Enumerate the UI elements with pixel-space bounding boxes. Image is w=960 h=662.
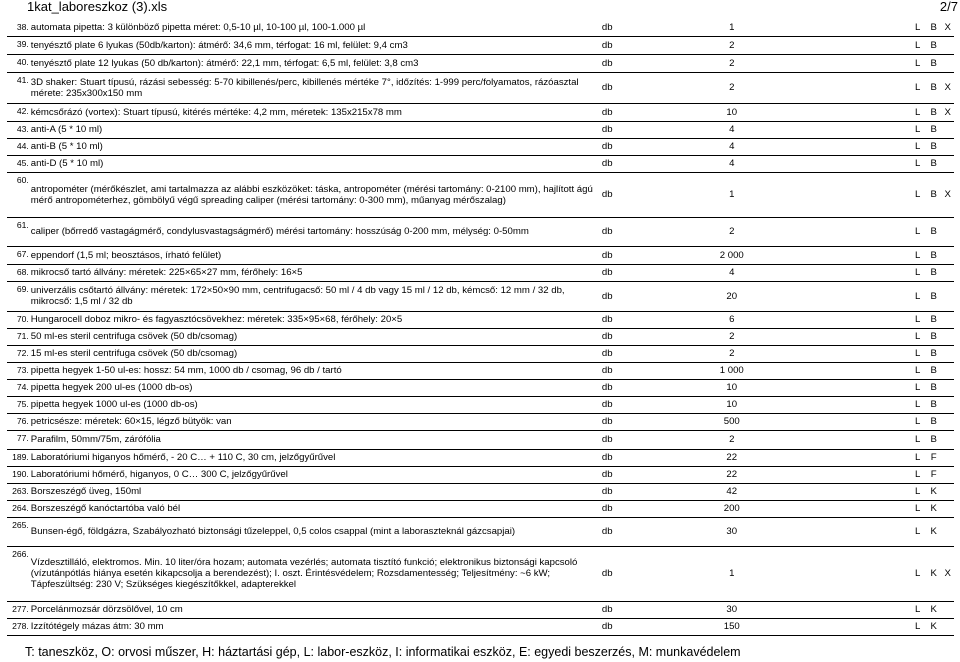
location-code: B [926,281,942,311]
item-unit: db [599,546,677,601]
table-row [7,217,954,246]
table-row [7,72,954,103]
category-code: L [909,345,926,362]
item-unit: db [599,36,677,54]
table-row [7,311,954,328]
flag-code [941,264,954,281]
spacer-cell [787,121,910,138]
category-code: L [909,466,926,483]
item-description: pipetta hegyek 200 ul-es (1000 db-os) [29,379,599,396]
item-number: 72. [7,345,29,362]
item-quantity: 2 [677,345,787,362]
location-code: B [926,345,942,362]
location-code: B [926,36,942,54]
item-description: univerzális csőtartó állvány: méretek: 172×50×90 mm, centrifugacső: 50 ml / 4 db vagy 15 ml / 12 db, kémcső: 12 mm / 32 db, mikrocső: 1,5 ml / 32 db [29,281,599,311]
location-code: K [926,500,942,517]
flag-code [941,345,954,362]
item-quantity: 200 [677,500,787,517]
item-description: Izzítótégely mázas átm: 30 mm [29,618,599,635]
category-code: L [909,155,926,172]
item-description: Laboratóriumi hőmérő, higanyos, 0 C… 300 C, jelzőgyűrűvel [29,466,599,483]
item-number: 42. [7,103,29,121]
table-row [7,155,954,172]
table-row [7,103,954,121]
item-unit: db [599,345,677,362]
item-quantity: 2 000 [677,246,787,264]
item-description: antropométer (mérőkészlet, ami tartalmazza az alábbi eszközöket: táska, antropométer (mérési tartomány: 0-2100 mm), hajlított ágú mérő antropométerhez, gömbölyű végű spreading caliper (mérési tartomány: 0-300 mm), műanyag mérőszalag) [29,172,599,217]
table-row [7,121,954,138]
item-number: 71. [7,328,29,345]
flag-code [941,362,954,379]
item-quantity: 4 [677,264,787,281]
item-description: mikrocső tartó állvány: méretek: 225×65×27 mm, férőhely: 16×5 [29,264,599,281]
item-number: 39. [7,36,29,54]
item-quantity: 4 [677,155,787,172]
location-code: F [926,449,942,466]
item-unit: db [599,328,677,345]
table-row [7,483,954,500]
item-quantity: 2 [677,72,787,103]
spacer-cell [787,430,910,449]
item-unit: db [599,379,677,396]
category-code: L [909,500,926,517]
item-description: tenyésztő plate 6 lyukas (50db/karton): átmérő: 34,6 mm, térfogat: 16 ml, felület: 9,4 cm3 [29,36,599,54]
spacer-cell [787,413,910,430]
spacer-cell [787,328,910,345]
item-unit: db [599,54,677,72]
item-unit: db [599,103,677,121]
category-code: L [909,264,926,281]
location-code: B [926,217,942,246]
spacer-cell [787,20,910,36]
spacer-cell [787,264,910,281]
category-code: L [909,379,926,396]
item-number: 263. [7,483,29,500]
item-unit: db [599,72,677,103]
flag-code [941,379,954,396]
flag-code [941,138,954,155]
item-description: Hungarocell doboz mikro- és fagyasztócsövekhez: méretek: 335×95×68, férőhely: 20×5 [29,311,599,328]
spacer-cell [787,601,910,618]
table-row [7,601,954,618]
item-description: Borszeszégő kanóctartóba való bél [29,500,599,517]
flag-code [941,246,954,264]
item-description: tenyésztő plate 12 lyukas (50 db/karton): átmérő: 22,1 mm, térfogat: 6,5 ml, felület: 3,8 cm3 [29,54,599,72]
item-number: 74. [7,379,29,396]
spacer-cell [787,311,910,328]
table-row [7,20,954,36]
table-row [7,264,954,281]
category-code: L [909,246,926,264]
item-number: 68. [7,264,29,281]
item-description: Borszeszégő üveg, 150ml [29,483,599,500]
location-code: K [926,601,942,618]
table-row [7,517,954,546]
category-code: L [909,138,926,155]
flag-code: X [941,172,954,217]
item-quantity: 1 [677,20,787,36]
category-code: L [909,103,926,121]
table-row [7,618,954,635]
item-number: 67. [7,246,29,264]
spacer-cell [787,172,910,217]
item-description: Bunsen-égő, földgázra, Szabályozható biztonsági tűzeleppel, 0,5 colos csappal (mint a laboraszteknál gázcsapjai) [29,517,599,546]
item-description: pipetta hegyek 1-50 ul-es: hossz: 54 mm, 1000 db / csomag, 96 db / tartó [29,362,599,379]
item-number: 60. [7,172,29,217]
category-code: L [909,483,926,500]
location-code: B [926,72,942,103]
item-description: eppendorf (1,5 ml; beosztásos, írható felület) [29,246,599,264]
item-unit: db [599,396,677,413]
table-row [7,413,954,430]
category-code: L [909,362,926,379]
item-quantity: 10 [677,103,787,121]
item-quantity: 4 [677,121,787,138]
flag-code [941,328,954,345]
item-quantity: 10 [677,379,787,396]
table-row [7,172,954,217]
item-unit: db [599,264,677,281]
spacer-cell [787,155,910,172]
spacer-cell [787,618,910,635]
item-number: 265. [7,517,29,546]
category-code: L [909,601,926,618]
location-code: B [926,362,942,379]
item-quantity: 4 [677,138,787,155]
item-number: 69. [7,281,29,311]
item-number: 44. [7,138,29,155]
item-number: 45. [7,155,29,172]
location-code: K [926,483,942,500]
item-number: 73. [7,362,29,379]
spacer-cell [787,362,910,379]
category-code: L [909,430,926,449]
table-row [7,36,954,54]
item-description: Parafilm, 50mm/75m, zárófólia [29,430,599,449]
flag-code [941,311,954,328]
item-unit: db [599,430,677,449]
table-row [7,449,954,466]
item-quantity: 42 [677,483,787,500]
item-description: anti-D (5 * 10 ml) [29,155,599,172]
item-quantity: 1 [677,172,787,217]
spacer-cell [787,345,910,362]
flag-code [941,121,954,138]
flag-code: X [941,546,954,601]
location-code: B [926,413,942,430]
category-code: L [909,311,926,328]
flag-code [941,483,954,500]
location-code: B [926,311,942,328]
spacer-cell [787,517,910,546]
item-quantity: 2 [677,430,787,449]
item-unit: db [599,155,677,172]
flag-code: X [941,103,954,121]
item-number: 38. [7,20,29,36]
location-code: B [926,155,942,172]
spacer-cell [787,379,910,396]
item-description: anti-B (5 * 10 ml) [29,138,599,155]
item-unit: db [599,138,677,155]
spacer-cell [787,449,910,466]
item-number: 77. [7,430,29,449]
category-code: L [909,54,926,72]
category-code: L [909,172,926,217]
item-unit: db [599,246,677,264]
category-code: L [909,328,926,345]
table-row [7,362,954,379]
item-unit: db [599,217,677,246]
item-description: Porcelánmozsár dörzsölővel, 10 cm [29,601,599,618]
item-description: 50 ml-es steril centrifuga csövek (50 db/csomag) [29,328,599,345]
item-description: caliper (bőrredő vastagágmérő, condylusvastagságmérő) mérési tartomány: hosszúság 0-200 mm, mélység: 0-50mm [29,217,599,246]
item-unit: db [599,413,677,430]
location-code: B [926,138,942,155]
location-code: B [926,430,942,449]
location-code: B [926,20,942,36]
item-unit: db [599,20,677,36]
spacer-cell [787,466,910,483]
document-title: 1kat_laboreszkoz (3).xls [27,0,168,14]
spacer-cell [787,217,910,246]
item-quantity: 2 [677,328,787,345]
item-quantity: 1 000 [677,362,787,379]
spacer-cell [787,500,910,517]
category-code: L [909,20,926,36]
location-code: K [926,546,942,601]
item-unit: db [599,172,677,217]
item-quantity: 30 [677,601,787,618]
item-quantity: 22 [677,466,787,483]
table-row [7,466,954,483]
flag-code [941,54,954,72]
item-number: 277. [7,601,29,618]
location-code: B [926,121,942,138]
item-description: Vízdesztilláló, elektromos. Min. 10 liter/óra hozam; automata vezérlés; automata tisztító funkció; elektronikus biztonsági kapcsoló (vízutánpótlás hiánya esetén kikapcsolja a berendezést); I. oszt. Érintésvédelem; Rozsdamentesség; Teljesítmény: ~6 kW; Tápfeszültség: 230 V; Szükséges kiegészítőkkel, adapterekkel [29,546,599,601]
location-code: B [926,379,942,396]
flag-code [941,601,954,618]
category-code: L [909,546,926,601]
spacer-cell [787,396,910,413]
item-quantity: 6 [677,311,787,328]
item-quantity: 20 [677,281,787,311]
flag-code [941,396,954,413]
flag-code [941,618,954,635]
item-unit: db [599,121,677,138]
item-quantity: 1 [677,546,787,601]
location-code: F [926,466,942,483]
spacer-cell [787,246,910,264]
flag-code [941,500,954,517]
item-number: 264. [7,500,29,517]
page-number: 2/7 [939,0,958,14]
item-description: pipetta hegyek 1000 ul-es (1000 db-os) [29,396,599,413]
item-description: petricsésze: méretek: 60×15, légző bütyök: van [29,413,599,430]
item-unit: db [599,466,677,483]
legend-footnote: T: taneszköz, O: orvosi műszer, H: háztartási gép, L: labor-eszköz, I: informatikai eszköz, E: egyedi beszerzés, M: munkavédelem [25,645,741,659]
table-row [7,345,954,362]
location-code: B [926,54,942,72]
table-row [7,54,954,72]
item-unit: db [599,449,677,466]
category-code: L [909,413,926,430]
category-code: L [909,36,926,54]
item-unit: db [599,601,677,618]
item-number: 278. [7,618,29,635]
table-row [7,246,954,264]
flag-code [941,430,954,449]
item-number: 61. [7,217,29,246]
category-code: L [909,618,926,635]
item-unit: db [599,517,677,546]
item-unit: db [599,618,677,635]
item-quantity: 2 [677,54,787,72]
flag-code [941,217,954,246]
item-unit: db [599,362,677,379]
inventory-table [7,20,954,636]
table-row [7,396,954,413]
category-code: L [909,281,926,311]
item-number: 266. [7,546,29,601]
item-description: kémcsőrázó (vortex): Stuart típusú, kitérés mértéke: 4,2 mm, méretek: 135x215x78 mm [29,103,599,121]
location-code: B [926,246,942,264]
category-code: L [909,121,926,138]
flag-code: X [941,20,954,36]
spacer-cell [787,36,910,54]
item-number: 190. [7,466,29,483]
item-quantity: 2 [677,36,787,54]
item-quantity: 22 [677,449,787,466]
category-code: L [909,217,926,246]
item-number: 75. [7,396,29,413]
item-quantity: 10 [677,396,787,413]
item-unit: db [599,311,677,328]
page-header [0,0,960,14]
flag-code [941,155,954,172]
location-code: B [926,396,942,413]
flag-code [941,517,954,546]
item-number: 41. [7,72,29,103]
location-code: B [926,172,942,217]
table-row [7,430,954,449]
item-quantity: 500 [677,413,787,430]
location-code: B [926,328,942,345]
table-row [7,500,954,517]
item-quantity: 150 [677,618,787,635]
spacer-cell [787,103,910,121]
category-code: L [909,72,926,103]
table-row [7,546,954,601]
flag-code [941,281,954,311]
location-code: B [926,264,942,281]
item-description: 3D shaker: Stuart típusú, rázási sebesség: 5-70 kibillenés/perc, kibillenés mértéke 7°, időzítés: 1-999 perc/folyamatos, rázóasztal mérete: 235x300x150 mm [29,72,599,103]
item-description: automata pipetta: 3 különböző pipetta méret: 0,5-10 µl, 10-100 µl, 100-1.000 µl [29,20,599,36]
item-number: 40. [7,54,29,72]
spacer-cell [787,72,910,103]
item-description: Laboratóriumi higanyos hőmérő, - 20 C… + 110 C, 30 cm, jelzőgyűrűvel [29,449,599,466]
table-row [7,138,954,155]
item-description: 15 ml-es steril centrifuga csövek (50 db/csomag) [29,345,599,362]
table-row [7,281,954,311]
flag-code [941,466,954,483]
flag-code [941,36,954,54]
item-number: 76. [7,413,29,430]
flag-code: X [941,72,954,103]
item-number: 189. [7,449,29,466]
item-quantity: 2 [677,217,787,246]
spacer-cell [787,546,910,601]
item-unit: db [599,500,677,517]
item-number: 70. [7,311,29,328]
item-unit: db [599,483,677,500]
category-code: L [909,517,926,546]
item-quantity: 30 [677,517,787,546]
category-code: L [909,396,926,413]
item-unit: db [599,281,677,311]
table-row [7,379,954,396]
location-code: B [926,103,942,121]
location-code: K [926,517,942,546]
spacer-cell [787,54,910,72]
location-code: K [926,618,942,635]
table-row [7,328,954,345]
flag-code [941,449,954,466]
spacer-cell [787,138,910,155]
category-code: L [909,449,926,466]
spacer-cell [787,483,910,500]
spacer-cell [787,281,910,311]
item-description: anti-A (5 * 10 ml) [29,121,599,138]
inventory-rows [7,20,954,635]
flag-code [941,413,954,430]
item-number: 43. [7,121,29,138]
